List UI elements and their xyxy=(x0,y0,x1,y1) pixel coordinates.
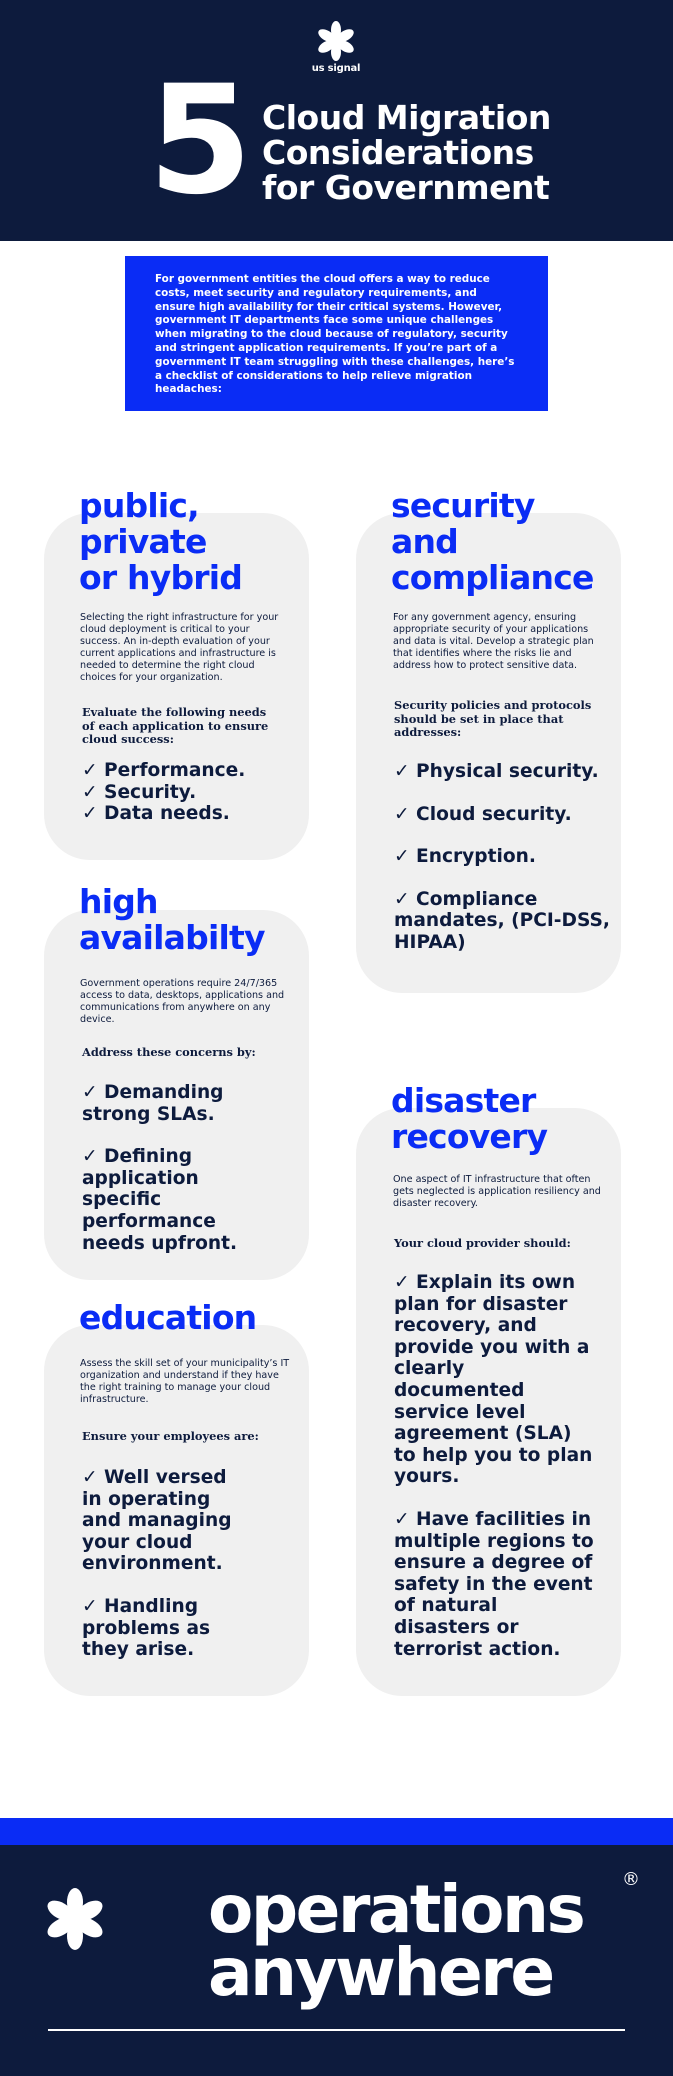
checklist xyxy=(82,1467,242,1661)
card-title-line: and xyxy=(391,522,458,561)
checklist-item: ✓ Demanding strong SLAs. xyxy=(82,1082,224,1125)
card-subhead: Security policies and protocols should be set in place that addresses: xyxy=(394,698,592,740)
checklist xyxy=(82,760,292,825)
card-body: For any government agency, ensuring appropriate security of your applications and data is vital. Develop a strategic plan that identifies where the risks lie and address how to protect sensitive data. xyxy=(393,612,594,671)
us-signal-logo[interactable] xyxy=(310,20,362,74)
asterisk-flower-icon xyxy=(314,20,358,62)
card-disaster-recovery xyxy=(356,1108,621,1696)
checklist-item: ✓ Physical security. xyxy=(394,761,599,782)
checklist xyxy=(394,761,614,954)
card-subhead: Address these concerns by: xyxy=(82,1045,256,1059)
card-title-line: high xyxy=(79,882,158,921)
big-number: 5 xyxy=(148,54,249,228)
footer-divider xyxy=(48,2029,625,2031)
title-line: Considerations xyxy=(262,133,534,172)
checklist-item: ✓ Security. xyxy=(82,781,197,803)
title-line: Cloud Migration xyxy=(262,98,551,137)
footer-stripe xyxy=(0,1818,673,1845)
checklist-item: ✓ Compliance mandates, (PCI-DSS, HIPAA) xyxy=(394,888,610,953)
card-title-line: recovery xyxy=(391,1117,548,1156)
checklist-item: ✓ Have facilities in multiple regions to ensure a degree of safety in the event of natural disasters or terrorist action. xyxy=(394,1508,594,1660)
footer-word-anywhere: anywhere xyxy=(208,1934,553,2011)
card-title-availability xyxy=(79,884,265,956)
checklist-item: ✓ Encryption. xyxy=(394,846,536,868)
logo-text: us signal xyxy=(311,63,361,74)
checklist-item: ✓ Handling problems as they arise. xyxy=(82,1595,211,1661)
card-title-line: public, xyxy=(79,486,199,525)
checklist-item: ✓ Well versed in operating and managing your cloud environment. xyxy=(82,1467,232,1575)
checklist xyxy=(82,1082,262,1254)
title-line: for Government xyxy=(262,168,550,207)
card-subhead: Your cloud provider should: xyxy=(394,1236,571,1250)
card-body: One aspect of IT infrastructure that often gets neglected is application resiliency and disaster recovery. xyxy=(393,1174,601,1209)
card-body: Assess the skill set of your municipality’s IT organization and understand if they have the right training to manage your cloud infrastructure. xyxy=(80,1358,290,1405)
footer-banner xyxy=(0,1845,673,2076)
card-title-line: education xyxy=(79,1298,257,1337)
footer-word-operations: operations xyxy=(208,1871,584,1948)
card-title-security xyxy=(391,488,594,596)
card-title-line: disaster xyxy=(391,1081,536,1120)
card-title-public xyxy=(79,488,242,596)
checklist-item: ✓ Explain its own plan for disaster recovery, and provide you with a clearly documented service level agreement (SLA) to help you to plan yours. xyxy=(394,1272,593,1488)
intro-box: For government entities the cloud offers a way to reduce costs, meet security and regulatory requirements, and ensure high availability for their critical systems. However, government IT departments face some unique challenges when migrating to the cloud because of regulatory, security and stringent application requirements. If you’re part of a government IT team struggling with these challenges, here’s a checklist of considerations to help relieve migration headaches: xyxy=(125,256,548,411)
checklist xyxy=(394,1272,594,1660)
checklist-item: ✓ Performance. xyxy=(82,760,246,781)
card-education xyxy=(44,1325,309,1696)
card-title-line: security xyxy=(391,486,535,525)
checklist-item: ✓ Cloud security. xyxy=(394,803,572,825)
checklist-item: ✓ Data needs. xyxy=(82,803,230,825)
page-title xyxy=(262,100,551,205)
checklist-item: ✓ Defining application specific performance needs upfront. xyxy=(82,1146,238,1254)
card-title-line: private xyxy=(79,522,207,561)
card-title-line: compliance xyxy=(391,558,594,597)
card-title-disaster xyxy=(391,1083,547,1155)
card-body: Selecting the right infrastructure for your cloud deployment is critical to your success. An in-depth evaluation of your current applications and infrastructure is needed to determine the right cloud choices for your organization. xyxy=(80,612,279,683)
header-banner xyxy=(0,0,673,241)
card-body: Government operations require 24/7/365 access to data, desktops, applications and communications from anywhere on any device. xyxy=(80,978,285,1025)
registered-mark: ® xyxy=(622,1869,640,1890)
card-title-line: availabilty xyxy=(79,918,265,957)
card-subhead: Ensure your employees are: xyxy=(82,1429,259,1443)
card-subhead: Evaluate the following needs of each application to ensure cloud success: xyxy=(82,705,269,747)
card-high-availability xyxy=(44,910,309,1280)
asterisk-flower-icon xyxy=(42,1887,108,1951)
card-title-line: or hybrid xyxy=(79,558,243,597)
card-title-education xyxy=(79,1300,256,1336)
